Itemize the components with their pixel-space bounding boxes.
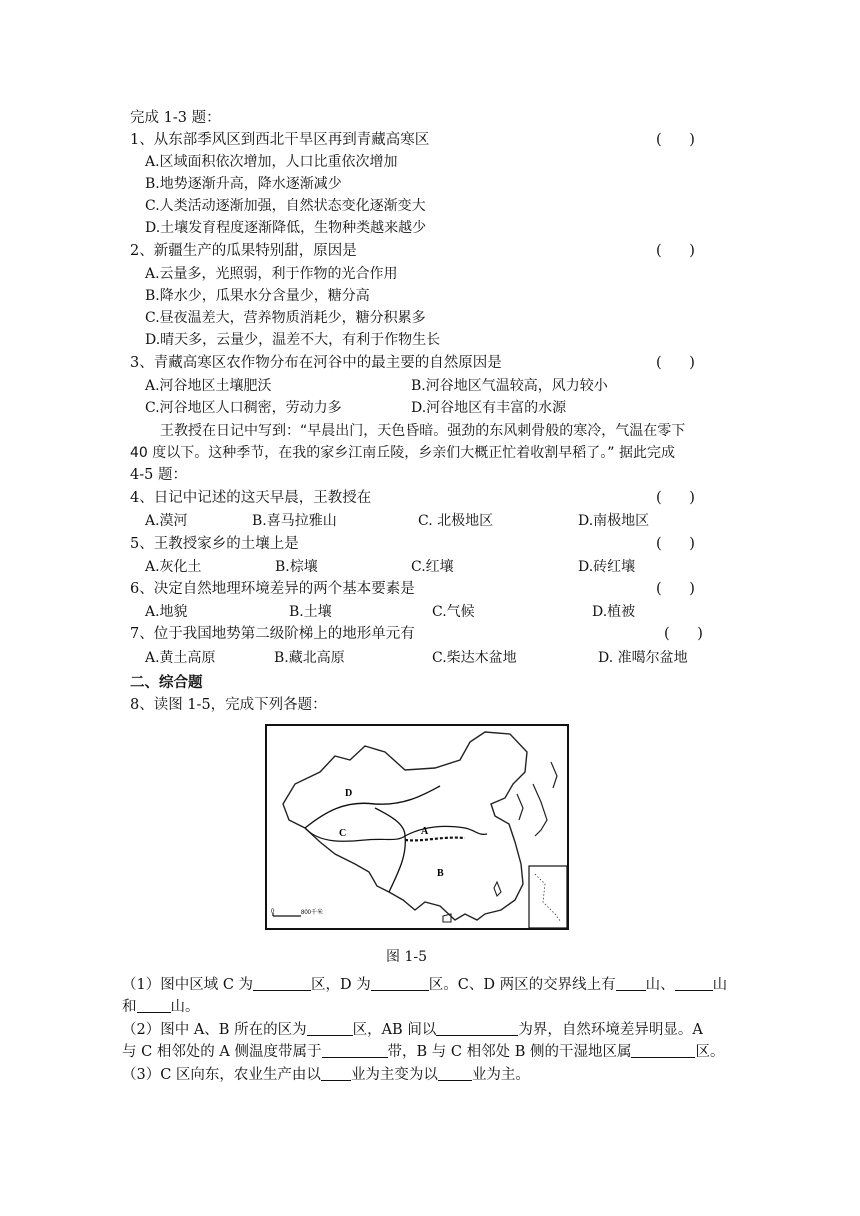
q8-part-2-line-2 bbox=[122, 1042, 724, 1062]
q6-answer-paren: ( ) bbox=[656, 581, 695, 597]
q5-option-c: C.红壤 bbox=[411, 559, 454, 575]
q8-p1-text-e: 山 bbox=[712, 977, 728, 993]
map-label-b: B bbox=[437, 868, 444, 879]
q2-option-a: A.云量多，光照弱，利于作物的光合作用 bbox=[145, 266, 398, 282]
q8-part-3 bbox=[122, 1065, 530, 1085]
q6-option-c: C.气候 bbox=[432, 604, 475, 620]
q5-answer-paren: ( ) bbox=[656, 536, 695, 552]
q1-option-a: A.区域面积依次增加，人口比重依次增加 bbox=[145, 154, 398, 170]
q1-stem: 1、从东部季风区到西北干旱区再到青藏高寒区 bbox=[130, 132, 430, 148]
map-label-c: C bbox=[339, 828, 347, 839]
diary-line-1: 王教授在日记中写到：“早晨出门，天色昏暗。强劲的东风刺骨般的寒冷，气温在零下 bbox=[160, 423, 686, 439]
answer-blank[interactable] bbox=[253, 976, 311, 991]
answer-blank[interactable] bbox=[675, 976, 713, 991]
q8-p3-text-c: 业为主。 bbox=[471, 1067, 530, 1083]
q6-stem: 6、决定自然地理环境差异的两个基本要素是 bbox=[130, 581, 415, 597]
q4-option-c: C. 北极地区 bbox=[418, 513, 494, 529]
q3-answer-paren: ( ) bbox=[656, 355, 695, 371]
q3-option-d: D.河谷地区有丰富的水源 bbox=[411, 400, 567, 416]
answer-blank[interactable] bbox=[436, 1021, 518, 1036]
answer-blank[interactable] bbox=[307, 1021, 353, 1036]
q2-answer-paren: ( ) bbox=[656, 243, 695, 259]
q4-stem: 4、日记中记述的这天早晨，王教授在 bbox=[130, 490, 372, 506]
q8-p1-text-a: （1）图中区域 C 为 bbox=[122, 977, 254, 993]
q8-p1-text-g: 山。 bbox=[170, 999, 200, 1015]
q1-option-b: B.地势逐渐升高，降水逐渐减少 bbox=[145, 176, 342, 192]
figure-caption: 图 1-5 bbox=[386, 949, 427, 965]
q8-p2-text-e: 带，B 与 C 相邻处 B 侧的干湿地区属 bbox=[387, 1044, 632, 1060]
answer-blank[interactable] bbox=[616, 976, 646, 991]
answer-blank[interactable] bbox=[631, 1043, 695, 1058]
map-scale-label: 800千米 bbox=[301, 910, 324, 916]
answer-blank[interactable] bbox=[438, 1066, 472, 1081]
q8-p2-text-b: 区，AB 间以 bbox=[352, 1022, 437, 1038]
q3-option-c: C.河谷地区人口稠密，劳动力多 bbox=[145, 400, 342, 416]
answer-blank[interactable] bbox=[321, 1066, 351, 1081]
q2-option-c: C.昼夜温差大，营养物质消耗少，糖分积累多 bbox=[145, 310, 426, 326]
answer-blank[interactable] bbox=[371, 976, 429, 991]
q8-part-1-line-2 bbox=[122, 997, 200, 1017]
q8-p1-text-c: 区。C、D 两区的交界线上有 bbox=[428, 977, 616, 993]
q8-p2-text-c: 为界，自然环境差异明显。A bbox=[518, 1022, 703, 1038]
q3-option-b: B.河谷地区气温较高，风力较小 bbox=[411, 378, 608, 394]
diary-line-2: 40 度以下。这种季节，在我的家乡江南丘陵，乡亲们大概正忙着收割早稻了。” 据此完成 bbox=[130, 445, 675, 461]
q6-option-a: A.地貌 bbox=[145, 604, 188, 620]
q8-p2-text-f: 区。 bbox=[695, 1044, 725, 1060]
diary-line-3: 4-5 题： bbox=[130, 467, 187, 483]
q8-p3-text-a: （3）C 区向东，农业生产由以 bbox=[122, 1067, 321, 1083]
q2-option-d: D.晴天多，云量少，温差不大，有利于作物生长 bbox=[145, 332, 441, 348]
section-2-heading: 二、综合题 bbox=[130, 674, 203, 691]
q4-option-a: A.漠河 bbox=[145, 513, 188, 529]
q8-p1-text-d: 山、 bbox=[645, 977, 675, 993]
q6-option-b: B.土壤 bbox=[289, 604, 332, 620]
q5-option-a: A.灰化土 bbox=[145, 559, 202, 575]
q7-option-c: C.柴达木盆地 bbox=[432, 650, 517, 666]
q8-part-1-line-1 bbox=[122, 975, 727, 995]
q8-p2-text-d: 与 C 相邻处的 A 侧温度带属于 bbox=[122, 1044, 322, 1060]
q3-stem: 3、青藏高寒区农作物分布在河谷中的最主要的自然原因是 bbox=[130, 355, 502, 371]
q8-stem: 8、读图 1-5，完成下列各题： bbox=[130, 697, 327, 713]
q3-option-a: A.河谷地区土壤肥沃 bbox=[145, 378, 272, 394]
answer-blank[interactable] bbox=[137, 998, 171, 1013]
q1-option-c: C.人类活动逐渐加强，自然状态变化逐渐变大 bbox=[145, 198, 426, 214]
answer-blank[interactable] bbox=[322, 1043, 388, 1058]
q4-option-b: B.喜马拉雅山 bbox=[252, 513, 337, 529]
q8-part-2-line-1 bbox=[122, 1020, 703, 1040]
q4-answer-paren: ( ) bbox=[656, 490, 695, 506]
q8-p2-text-a: （2）图中 A、B 所在的区为 bbox=[122, 1022, 307, 1038]
map-svg bbox=[265, 724, 569, 930]
q6-option-d: D.植被 bbox=[592, 604, 636, 620]
q7-stem: 7、位于我国地势第二级阶梯上的地形单元有 bbox=[130, 626, 415, 642]
svg-text:0: 0 bbox=[271, 909, 275, 915]
q4-option-d: D.南极地区 bbox=[578, 513, 650, 529]
q8-p1-text-b: 区，D 为 bbox=[311, 977, 371, 993]
q5-option-d: D.砖红壤 bbox=[578, 559, 636, 575]
q1-option-d: D.土壤发育程度逐渐降低，生物种类越来越少 bbox=[145, 220, 427, 236]
q2-option-b: B.降水少，瓜果水分含量少，糖分高 bbox=[145, 288, 370, 304]
q5-option-b: B.棕壤 bbox=[275, 559, 318, 575]
q7-option-d: D. 准噶尔盆地 bbox=[598, 650, 688, 666]
intro-1-3: 完成 1-3 题： bbox=[130, 110, 221, 126]
map-label-d: D bbox=[345, 788, 353, 799]
q1-answer-paren: ( ) bbox=[656, 132, 695, 148]
q5-stem: 5、王教授家乡的土壤上是 bbox=[130, 536, 299, 552]
q2-stem: 2、新疆生产的瓜果特别甜，原因是 bbox=[130, 243, 357, 259]
q8-p1-text-f: 和 bbox=[122, 999, 137, 1015]
q7-answer-paren: ( ) bbox=[664, 626, 703, 642]
q7-option-a: A.黄土高原 bbox=[145, 650, 216, 666]
q7-option-b: B.藏北高原 bbox=[274, 650, 345, 666]
map-label-a: A bbox=[421, 826, 429, 837]
china-regions-map bbox=[265, 724, 569, 930]
q8-p3-text-b: 业为主变为以 bbox=[350, 1067, 438, 1083]
